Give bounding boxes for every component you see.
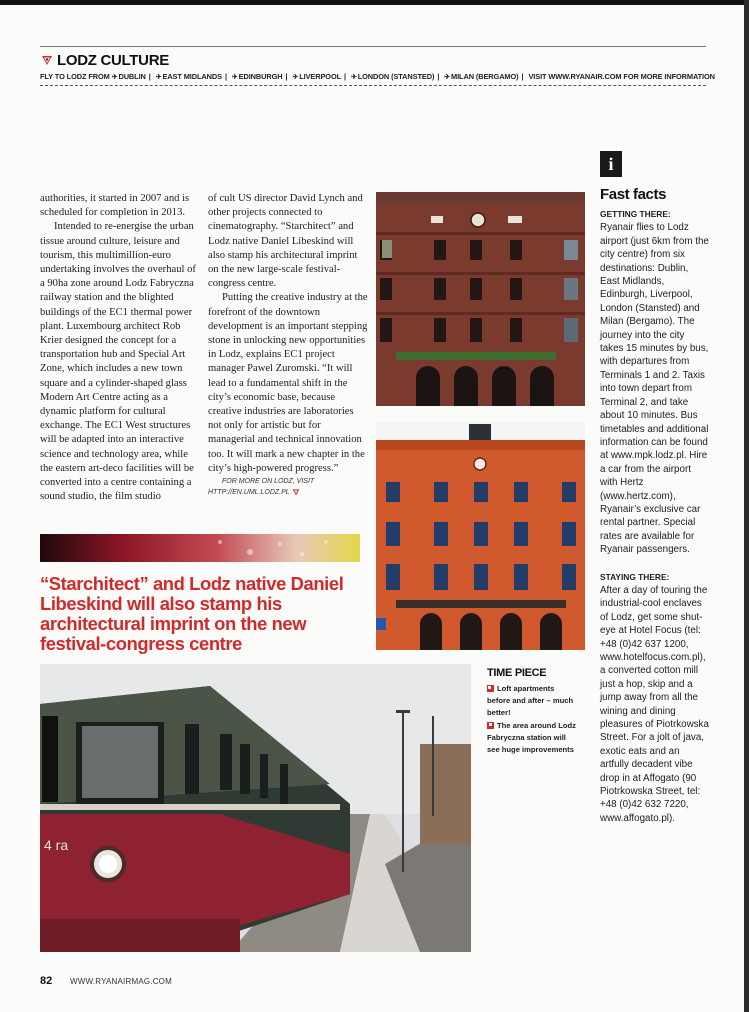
routes-bar: FLY TO LODZ FROM ✈ DUBLIN | ✈ EAST MIDLANDS | ✈ EDINBURGH | ✈ LIVERPOOL | ✈ LONDON (STANSTED) | ✈ MILAN (BERGAMO) | VISIT WWW.RYANAIR.COM FOR MORE INFORMATION [40,72,706,81]
photo-building-after [376,422,585,650]
route-liverpool[interactable]: ✈ LIVERPOOL [292,72,341,81]
getting-there-heading: GETTING THERE: [600,209,671,219]
article-paragraph: Intended to re-energise the urban tissue around culture, leisure and tourism, this multimillion-euro undertaking involves the overhaul of a 90ha zone around Lodz Fabryczna railway station and the blighted buildings of the EC1 thermal power plant. Luxembourg architect Rob Krier designed the concept for a transportation hub and Special Art Zone, which includes a new town square and a cylinder-shaped glass Modern Art Centre acting as a dynamic platform for cultural exchange. The EC1 West structures will be adapted into an interactive science and technology area, while the eastern art-deco facilities will be converted into a centre containing a sound studio, the film studio [40,221,196,503]
caption-text: The area around Lodz Fabryczna station will see huge improvements [487,720,576,755]
more-info-link[interactable]: FOR MORE ON LODZ, VISIT HTTP://EN.UML.LODZ.PL [208,478,315,497]
decorative-ribbon [40,534,360,562]
header-rule [40,46,706,47]
caption-item [487,683,579,720]
route-east-midlands[interactable]: ✈ EAST MIDLANDS [156,72,222,81]
page-number: 82 [40,975,53,987]
photo-building-before [376,192,585,406]
article-paragraph: of cult US director David Lynch and other projects connected to cinematography. “Starchitect” and Lodz native Daniel Libeskind will also stamp his architectural imprint on the new large-scale festival-congress centre. [208,193,363,290]
info-icon: i [600,151,622,177]
caption-title: TIME PIECE [487,667,547,679]
route-milan-bergamo[interactable]: ✈ MILAN (BERGAMO) [444,72,518,81]
article-column-1 [40,192,196,504]
route-edinburgh[interactable]: ✈ EDINBURGH [232,72,283,81]
section-title: LODZ CULTURE [57,52,169,69]
page-edge [744,0,749,1012]
header-divider [40,85,706,86]
footer-website[interactable]: WWW.RYANAIRMAG.COM [70,977,172,986]
photo-caption [487,683,579,756]
staying-there-text: After a day of touring the industrial-cool enclaves of Lodz, get some shut-eye at Hotel Focus (tel: +48 (0)42 637 1200, www.hotelfocus.com.pl), a converted cotton mill just a hop, skip and a jump away from all the wining and dining pleasures of Piotrkowska Street. For a jolt of java, exotic eats and an artfully decadent vibe drop in at Affogato (90 Piotrkowska Street, tel: +48 (0)42 632 7220, www.affogato.pl). [600,584,709,824]
route-london-stansted[interactable]: ✈ LONDON (STANSTED) [351,72,434,81]
ryanair-harp-icon [41,54,53,66]
article-paragraph: authorities, it started in 2007 and is scheduled for completion in 2013. [40,193,190,219]
route-dublin[interactable]: ✈ DUBLIN [112,72,146,81]
routes-intro: FLY TO LODZ FROM [40,72,110,81]
top-border [0,0,749,5]
caption-marker-icon [487,685,494,692]
end-mark-icon [292,488,300,496]
article-column-2 [208,192,368,498]
fast-facts-title: Fast facts [600,186,667,203]
caption-text: Loft apartments before and after – much better! [487,684,574,718]
caption-marker-icon [487,722,494,729]
caption-item [487,720,579,757]
getting-there-text: Ryanair flies to Lodz airport (just 6km from the city centre) from six destinations: Dublin, East Midlands, Edinburgh, Liverpool, London (Stansted) and Milan (Bergamo). The journey into the city takes 15 minutes by bus, with departures from Terminals 1 and 2. Taxis into town depart from Terminal 2, and take about 10 minutes. Bus timetables and additional information can be found at www.mpk.lodz.pl. Hire a car from the airport with Hertz (www.hertz.com), Ryanair’s exclusive car rental partner. Special rates are available for Ryanair passengers. [600,222,709,556]
article-paragraph: Putting the creative industry at the forefront of the downtown development is an important stepping stone in unlocking new opportunities in Lodz, explains EC1 project manager Pawel Zuromski. “It will lead to a fundamental shift in the city’s economic base, because creative industries are laboratories not only for artistic but for managerial and technical innovation too. It will mark a new chapter in the city’s high-powered progress.” [208,292,368,474]
train-number: 4 ra [44,837,69,853]
visit-link[interactable]: VISIT WWW.RYANAIR.COM FOR MORE INFORMATION [528,72,715,81]
photo-train-platform [40,664,471,952]
fast-facts-sidebar [600,208,710,825]
staying-there-heading: STAYING THERE: [600,571,670,582]
more-info-line [208,476,368,498]
pull-quote: “Starchitect” and Lodz native Daniel Libeskind will also stamp his architectural imprint on the new festival-congress centre [40,573,344,654]
